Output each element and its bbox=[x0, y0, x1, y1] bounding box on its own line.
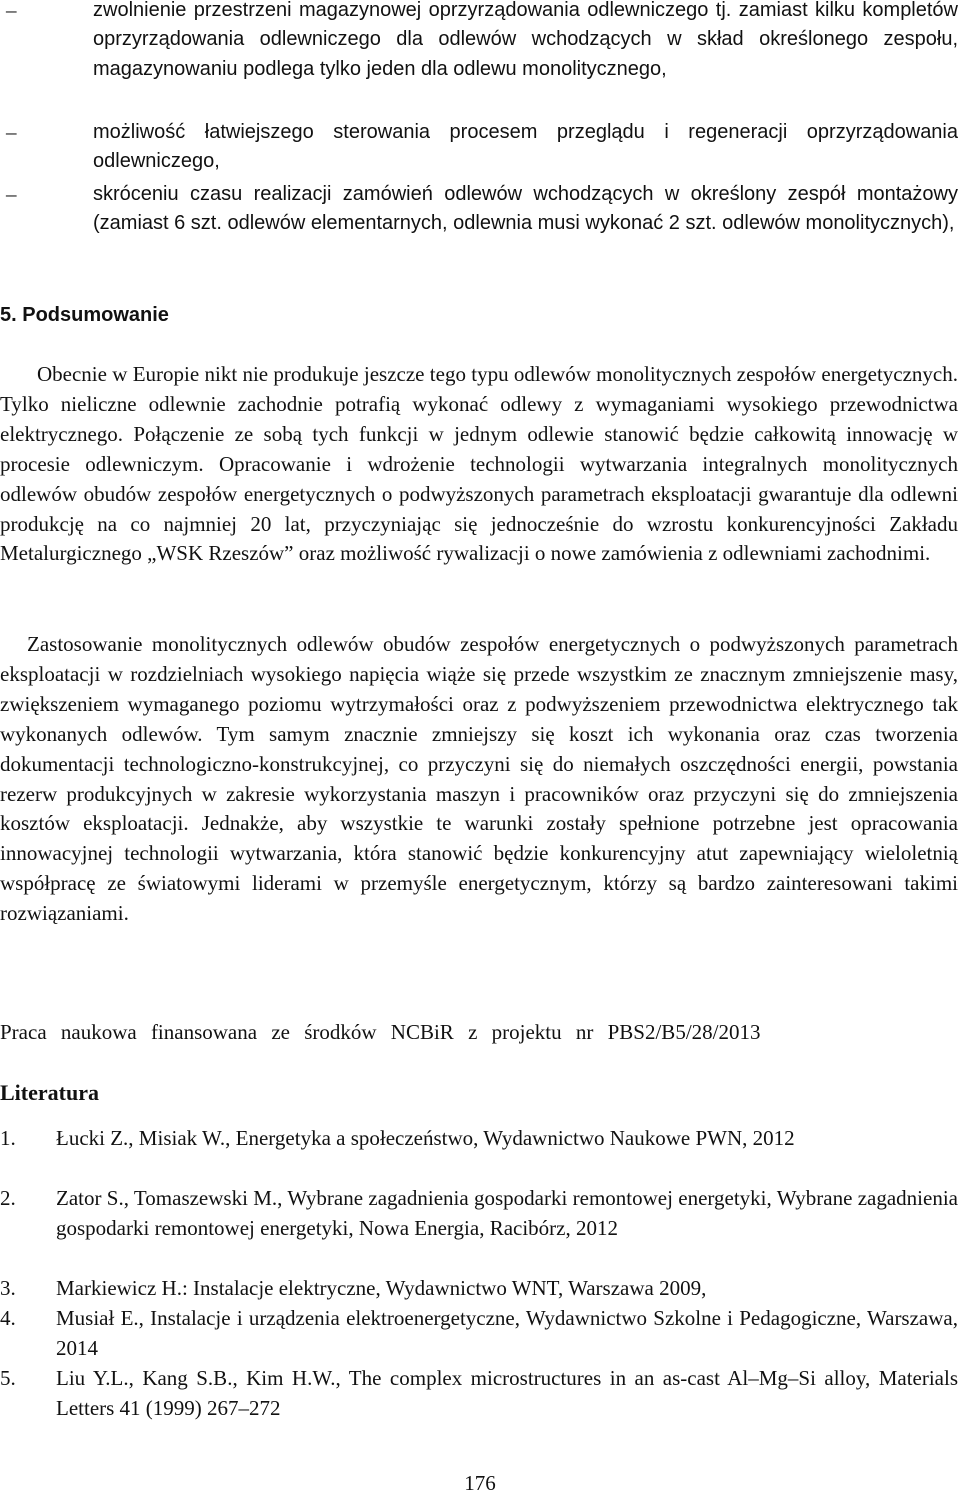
reference-text: Liu Y.L., Kang S.B., Kim H.W., The complex microstructures in an as-cast Al–Mg–Si alloy, Materials Letters 41 (1999) 267–272 bbox=[56, 1366, 958, 1420]
bullet-dash: – bbox=[6, 120, 17, 144]
reference-text: Łucki Z., Misiak W., Energetyka a społeczeństwo, Wydawnictwo Naukowe PWN, 2012 bbox=[56, 1126, 795, 1150]
section-heading: 5. Podsumowanie bbox=[0, 304, 169, 326]
summary-paragraph: Zastosowanie monolitycznych odlewów obudów zespołów energetycznych o podwyższonych parametrach eksploatacji w rozdzielniach wysokiego napięcia wiąże się przede wszystkim ze znacznym zmniejszenie masy, zwiększeniem wymaganego poziomu wytrzymałości oraz z podwyższeniem przewodnictwa elektrycznego tak wykonanych odlewów. Tym samym znacznie zmniejszy się koszt ich wykonania oraz czas tworzenia dokumentacji technologiczno-konstrukcyjnej, co przyczyni się do niemałych oszczędności energii, powstania rezerw produkcyjnych w zakresie wykorzystania maszyn i pracowników oraz przyczyni się do zmniejszenia kosztów eksploatacji. Jednakże, aby wszystkie te warunki zostały spełnione potrzebne jest opracowania innowacyjnej technologii wytwarzania, która stanowić będzie konkurencyjny atut zapewniający wieloletnią współpracę ze światowymi liderami w przemyśle energetycznym, którzy są bardzo zainteresowani takimi rozwiązaniami. bbox=[0, 632, 958, 926]
reference-text: Markiewicz H.: Instalacje elektryczne, Wydawnictwo WNT, Warszawa 2009, bbox=[56, 1276, 707, 1300]
summary-paragraph: Obecnie w Europie nikt nie produkuje jeszcze tego typu odlewów monolitycznych zespołów energetycznych. Tylko nieliczne odlewnie zachodnie potrafią wykonać odlewy z wymaganiami wysokiego przewodnictwa elektrycznego. Połączenie ze sobą tych funkcji w jednym odlewie stanowić będzie całkowitą innowację w procesie odlewniczym. Opracowanie i wdrożenie technologii wytwarzania integralnych monolitycznych odlewów obudów zespołów energetycznych o podwyższonych parametrach eksploatacji gwarantuje dla odlewni produkcję na co najmniej 20 lat, przyczyniając się jednocześnie do wzrostu konkurencyjności Zakładu Metalurgicznego „WSK Rzeszów” oraz możliwość rywalizacji o nowe zamówienia z odlewniami zachodnimi. bbox=[0, 362, 958, 566]
bullet-dash: – bbox=[6, 182, 17, 206]
reference-text: Zator S., Tomaszewski M., Wybrane zagadnienia gospodarki remontowej energetyki, Wybrane zagadnienia gospodarki remontowej energetyki, Nowa Energia, Racibórz, 2012 bbox=[56, 1186, 958, 1240]
references-heading: Literatura bbox=[0, 1080, 99, 1105]
bullet-text: skróceniu czasu realizacji zamówień odlewów wchodzących w określony zespół montażowy (zamiast 6 szt. odlewów elementarnych, odlewnia musi wykonać 2 szt. odlewów monolitycznych), bbox=[93, 183, 958, 235]
reference-text: Musiał E., Instalacje i urządzenia elektroenergetyczne, Wydawnictwo Szkolne i Pedagogiczne, Warszawa, 2014 bbox=[56, 1306, 958, 1360]
reference-number: 3. bbox=[0, 1276, 16, 1300]
bullet-text: zwolnienie przestrzeni magazynowej oprzyrządowania odlewniczego tj. zamiast kilku kompletów oprzyrządowania odlewniczego dla odlewów wchodzących w skład określonego zespołu, magazynowaniu podlega tylko jeden dla odlewu monolitycznego, bbox=[93, 0, 958, 80]
reference-number: 5. bbox=[0, 1366, 16, 1390]
bullet-text: możliwość łatwiejszego sterowania procesem przeglądu i regeneracji oprzyrządowania odlewniczego, bbox=[93, 121, 958, 173]
funding-note: Praca naukowa finansowana ze środków NCBiR z projektu nr PBS2/B5/28/2013 bbox=[0, 1020, 761, 1044]
reference-number: 2. bbox=[0, 1186, 16, 1210]
page-number: 176 bbox=[464, 1471, 496, 1495]
reference-number: 4. bbox=[0, 1306, 16, 1330]
reference-number: 1. bbox=[0, 1126, 16, 1150]
bullet-dash: – bbox=[6, 0, 17, 22]
